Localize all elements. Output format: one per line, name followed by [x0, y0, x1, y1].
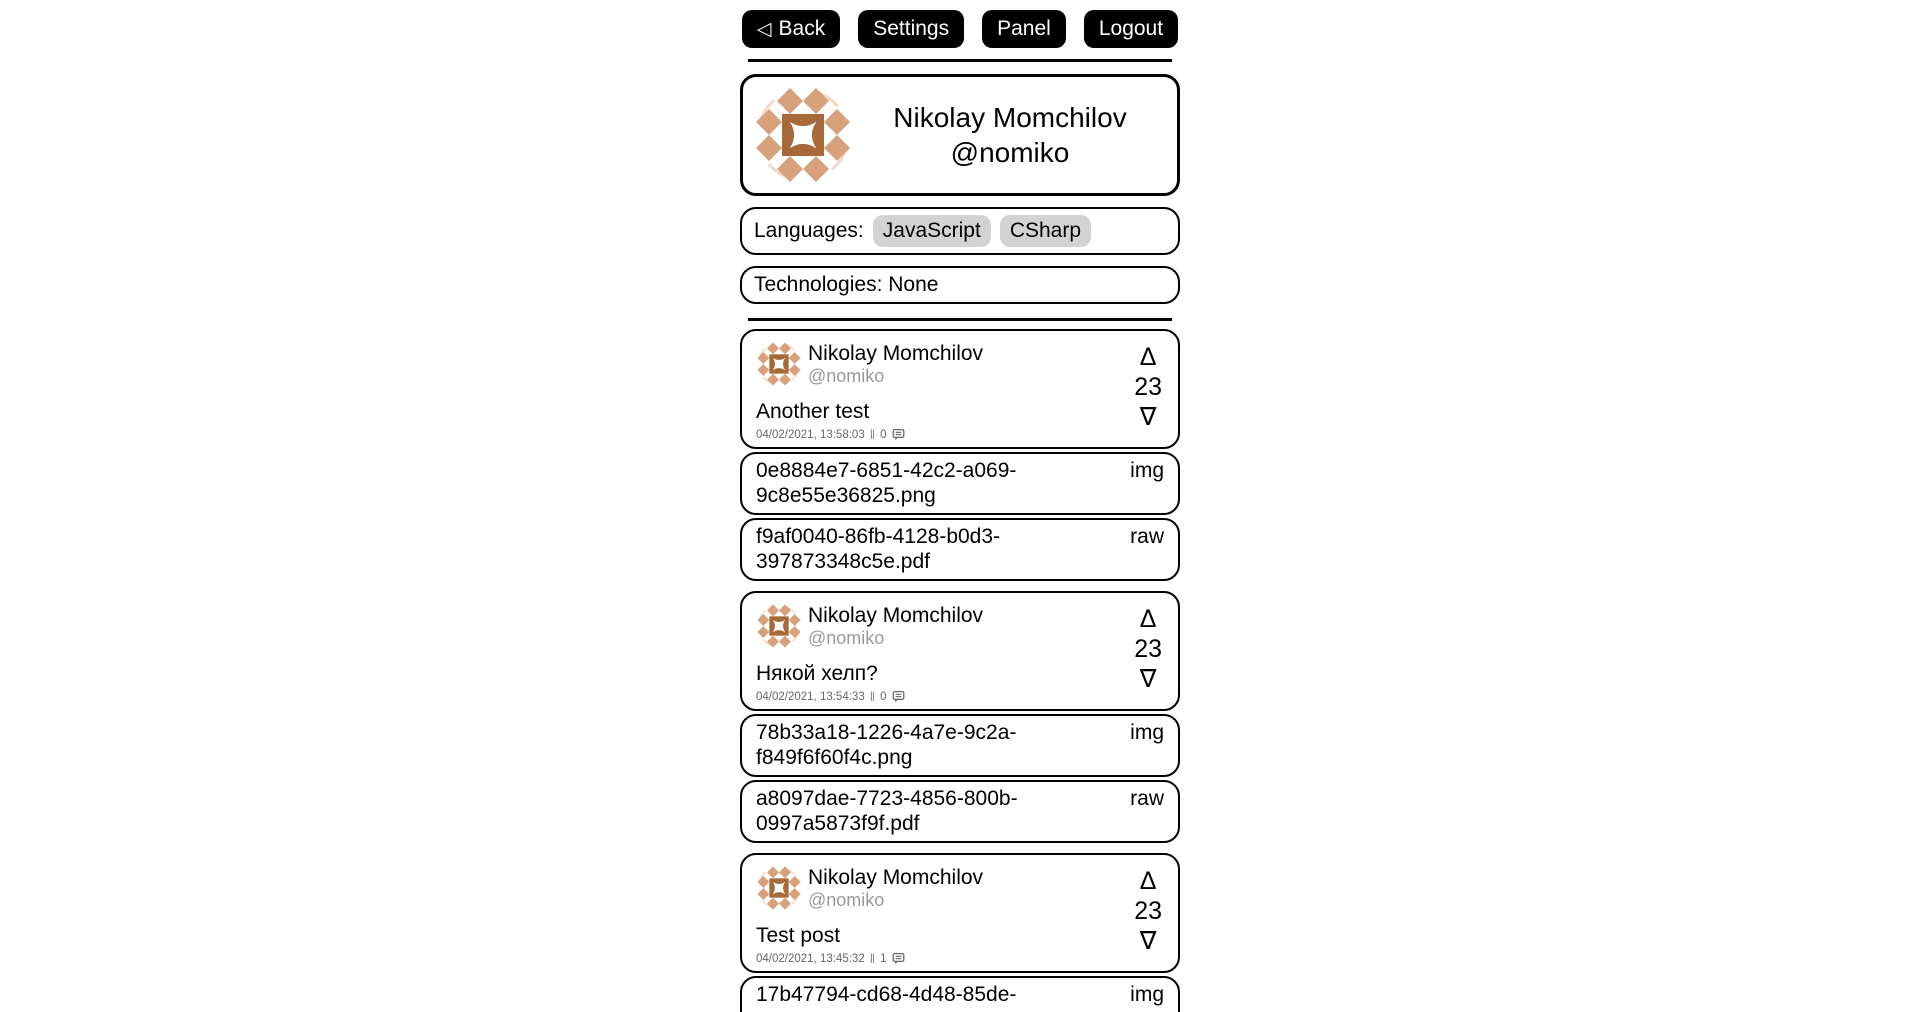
- post-author-row: [756, 865, 1164, 911]
- attachment-type-badge: raw: [1130, 525, 1164, 548]
- post-author-avatar: [756, 603, 802, 649]
- attachment-filename: 17b47794-cd68-4d48-85de-: [756, 983, 1017, 1006]
- attachment-type-badge: img: [1130, 721, 1164, 744]
- vote-score: 23: [1134, 373, 1162, 401]
- vote-column: [1134, 343, 1162, 431]
- attachment-row[interactable]: [740, 976, 1180, 1012]
- comment-bubble-icon: [892, 428, 905, 441]
- profile-handle: @nomiko: [950, 137, 1070, 168]
- post-card: [740, 329, 1180, 581]
- post-author-names: [808, 341, 983, 387]
- post-author-handle: @nomiko: [808, 890, 885, 910]
- post-title: Another test: [756, 400, 870, 423]
- comment-bubble-icon: [892, 952, 905, 965]
- top-toolbar: [740, 10, 1180, 48]
- divider-posts: [748, 318, 1172, 321]
- upvote-button[interactable]: Δ: [1139, 343, 1157, 371]
- post-comment-count: 0: [880, 690, 887, 703]
- vote-score: 23: [1134, 635, 1162, 663]
- post-meta: [756, 689, 1164, 704]
- profile-avatar: [753, 85, 853, 185]
- languages-card: [740, 207, 1180, 255]
- downvote-button[interactable]: ∇: [1139, 927, 1157, 955]
- post-author-names: [808, 865, 983, 911]
- post-author-name: Nikolay Momchilov: [808, 604, 984, 627]
- profile-name: Nikolay Momchilov: [893, 102, 1127, 133]
- back-button[interactable]: [742, 10, 840, 48]
- post-meta: [756, 427, 1164, 442]
- post-timestamp: 04/02/2021, 13:58:03: [756, 428, 865, 441]
- post-author-handle: @nomiko: [808, 366, 885, 386]
- post-card: [740, 591, 1180, 843]
- upvote-button[interactable]: Δ: [1139, 867, 1157, 895]
- profile-card: [740, 74, 1180, 196]
- post-header[interactable]: [740, 329, 1180, 449]
- post-meta: [756, 951, 1164, 966]
- comment-bubble-icon: [892, 690, 905, 703]
- logout-button-label: Logout: [1098, 17, 1164, 40]
- post-author-name: Nikolay Momchilov: [808, 866, 984, 889]
- post-title: Някой хелп?: [756, 662, 878, 685]
- divider-top: [748, 59, 1172, 62]
- post-author-avatar: [756, 865, 802, 911]
- settings-button-label: Settings: [873, 17, 950, 40]
- main-column: [740, 0, 1180, 1012]
- profile-names: [853, 100, 1167, 170]
- meta-separator: ‖: [869, 951, 876, 966]
- panel-button[interactable]: [982, 10, 1066, 48]
- attachment-type-badge: img: [1130, 459, 1164, 482]
- post-timestamp: 04/02/2021, 13:45:32: [756, 952, 865, 965]
- downvote-button[interactable]: ∇: [1139, 665, 1157, 693]
- post-author-name: Nikolay Momchilov: [808, 342, 984, 365]
- post-author-row: [756, 603, 1164, 649]
- attachment-type-badge: img: [1130, 983, 1164, 1006]
- post-header[interactable]: [740, 591, 1180, 711]
- post-author-avatar: [756, 341, 802, 387]
- languages-label: Languages:: [754, 219, 864, 242]
- attachment-row[interactable]: [740, 452, 1180, 515]
- vote-score: 23: [1134, 897, 1162, 925]
- back-arrow-icon: ◁: [756, 18, 772, 40]
- post-header[interactable]: [740, 853, 1180, 973]
- attachment-row[interactable]: [740, 714, 1180, 777]
- post-timestamp: 04/02/2021, 13:54:33: [756, 690, 865, 703]
- back-button-label: Back: [778, 17, 826, 40]
- attachment-type-badge: raw: [1130, 787, 1164, 810]
- post-card: [740, 853, 1180, 1012]
- downvote-button[interactable]: ∇: [1139, 403, 1157, 431]
- panel-button-label: Panel: [997, 17, 1051, 40]
- vote-column: [1134, 867, 1162, 955]
- post-comment-count: 1: [880, 952, 887, 965]
- attachment-filename: 0e8884e7-6851-42c2-a069-9c8e55e36825.png: [756, 459, 1017, 507]
- meta-separator: ‖: [869, 689, 876, 704]
- technologies-card: [740, 266, 1180, 304]
- post-author-row: [756, 341, 1164, 387]
- attachment-row[interactable]: [740, 780, 1180, 843]
- attachment-row[interactable]: [740, 518, 1180, 581]
- attachment-filename: a8097dae-7723-4856-800b-0997a5873f9f.pdf: [756, 787, 1018, 835]
- vote-column: [1134, 605, 1162, 693]
- post-comment-count: 0: [880, 428, 887, 441]
- attachment-filename: f9af0040-86fb-4128-b0d3-397873348c5e.pdf: [756, 525, 1001, 573]
- settings-button[interactable]: [858, 10, 964, 48]
- language-tag-csharp: CSharp: [1000, 215, 1091, 247]
- posts-list: [740, 329, 1180, 1012]
- language-tag-javascript: JavaScript: [873, 215, 991, 247]
- logout-button[interactable]: [1084, 10, 1178, 48]
- upvote-button[interactable]: Δ: [1139, 605, 1157, 633]
- meta-separator: ‖: [869, 427, 876, 442]
- attachment-filename: 78b33a18-1226-4a7e-9c2a-f849f6f60f4c.png: [756, 721, 1017, 769]
- post-title: Test post: [756, 924, 841, 947]
- technologies-label: Technologies: None: [754, 273, 939, 296]
- post-author-handle: @nomiko: [808, 628, 885, 648]
- post-author-names: [808, 603, 983, 649]
